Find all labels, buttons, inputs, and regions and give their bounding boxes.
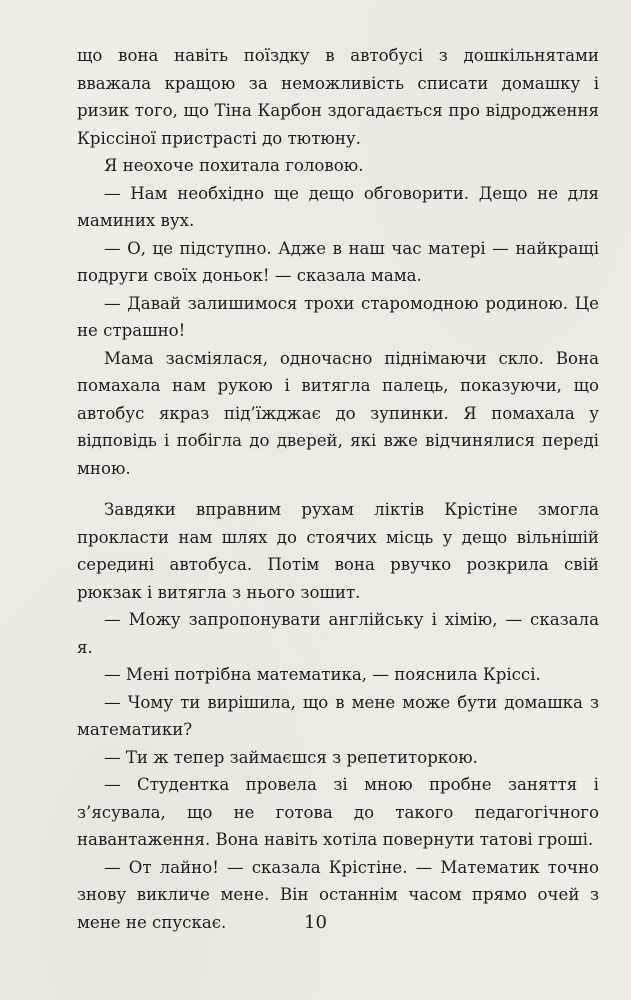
paragraph-9: — Мені потрібна математика, — пояснила Кріссі. [104, 665, 541, 684]
paragraph-2: Я неохоче похитала головою. [104, 156, 364, 175]
paragraph-7: Завдяки вправним рухам ліктів Крістіне змогла прокласти нам шлях до стоячих місць у дещо вільнішій середині автобуса. Потім вона рвучко розкрила свій рюкзак і витягла з нього зошит. [77, 500, 599, 602]
paragraph-13: — От лайно! — сказала Крістіне. — Математик точно знову викличе мене. Він останнім часом прямо очей з мене не спускає. [77, 857, 599, 932]
paragraph-11: — Ти ж тепер займаєшся з репетиторкою. [104, 747, 478, 767]
paragraph-8: — Можу запропонувати англійську і хімію, — сказала я. [77, 610, 599, 657]
page-text [77, 42, 599, 936]
paragraph-4: — О, це підступно. Адже в наш час матері — найкращі подруги своїх доньок! — сказала мама. [77, 238, 599, 285]
page-number: 10 [304, 912, 327, 933]
paragraph-10: — Чому ти вирішила, що в мене може бути домашка з математики? [77, 692, 599, 739]
paragraph-6: Мама засміялася, одночасно піднімаючи скло. Вона помахала нам рукою і витягла палець, показуючи, що автобус якраз під’їжджає до зупинки. Я помахала у відповідь і побігла до дверей, які вже відчинялися переді мною. [77, 348, 599, 478]
paragraph-1: що вона навіть поїздку в автобусі з дошкільнятами вважала кращою за неможливість списати домашку і ризик того, що Тіна Карбон здогадається про відродження Кріссіної пристрасті до тютюну. [77, 46, 599, 148]
paragraph-12: — Студентка провела зі мною пробне заняття і з’ясувала, що не готова до такого педагогічного навантаження. Вона навіть хотіла повернути татові гроші. [77, 775, 599, 849]
paragraph-3: — Нам необхідно ще дещо обговорити. Дещо не для маминих вух. [77, 183, 599, 230]
paragraph-5: — Давай залишимося трохи старомодною родиною. Це не страшно! [77, 293, 599, 340]
